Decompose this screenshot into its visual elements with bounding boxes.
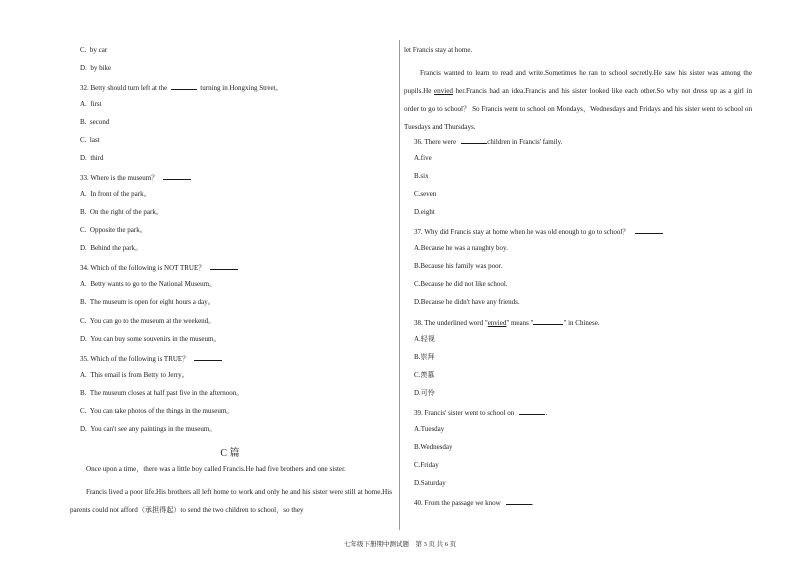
question-32: 32. Betty should turn left at the turning in Hongxing Street。	[80, 84, 283, 92]
q35-option-d: D. You can't see any paintings in the museum。	[80, 425, 217, 433]
q37-option-c: C.Because he did not like school.	[414, 280, 508, 288]
q32-option-b: B. second	[80, 118, 110, 126]
question-40: 40. From the passage we know .	[414, 499, 534, 507]
column-divider	[399, 40, 400, 530]
answer-blank	[533, 317, 563, 325]
q35-option-c: C. You can take photos of the things in the museum。	[80, 407, 234, 415]
q35-option-a: A. This email is from Betty to Jerry。	[80, 371, 189, 379]
q39-option-c: C.Friday	[414, 461, 439, 469]
passage-continuation: let Francis stay at home.	[404, 46, 473, 54]
q34-option-c: C. You can go to the museum at the weekend。	[80, 317, 216, 325]
q39-option-d: D.Saturday	[414, 479, 446, 487]
passage-paragraph-1: Once upon a time，there was a little boy called Francis.He had five brothers and one sister.	[86, 465, 346, 473]
q38-option-c: C.羡慕	[414, 371, 435, 379]
answer-blank	[210, 262, 238, 270]
q34-option-a: A. Betty wants to go to the National Museum。	[80, 280, 217, 288]
q36-option-d: D.eight	[414, 208, 435, 216]
question-35: 35. Which of the following is TRUE？	[80, 353, 222, 364]
q32-option-c: C. last	[80, 136, 100, 144]
q34-option-d: D. You can buy some souvenirs in the museum。	[80, 335, 221, 343]
answer-blank	[506, 497, 532, 505]
answer-blank	[461, 136, 487, 144]
underlined-word: envied	[433, 87, 453, 95]
q36-option-a: A.five	[414, 154, 432, 162]
passage-paragraph-3: Francis wanted to learn to read and write.Sometimes he ran to school secretly.He saw his sister was among the pupils.He envied her.Francis had an idea.Francis and his sister looked like each other.So why not dress up as a girl in order to go to school？ So Francis went to school on Mondays，Wednesdays and Fridays and his sister went to school on Tuesdays and Thursdays.	[404, 69, 752, 131]
q33-option-a: A. In front of the park。	[80, 190, 151, 198]
q39-option-b: B.Wednesday	[414, 443, 453, 451]
answer-blank	[635, 226, 663, 234]
q33-option-d: D. Behind the park。	[80, 244, 143, 252]
q33-option-b: B. On the right of the park。	[80, 208, 163, 216]
q37-option-a: A.Because he was a naughty boy.	[414, 244, 508, 252]
q39-option-a: A.Tuesday	[414, 425, 445, 433]
answer-blank	[171, 82, 197, 90]
q34-option-b: B. The museum is open for eight hours a day。	[80, 298, 215, 306]
question-38: 38. The underlined word "envied" means " " in Chinese.	[414, 319, 600, 327]
question-36: 36. There were children in Francis' family.	[414, 138, 563, 146]
answer-blank	[163, 172, 191, 180]
q32-option-a: A. first	[80, 100, 102, 108]
question-33: 33. Where is the museum？	[80, 172, 191, 183]
section-c-title: C 篇	[220, 448, 240, 459]
q31-option-c: C. by car	[80, 46, 108, 54]
q36-option-b: B.six	[414, 172, 429, 180]
q31-option-d: D. by bike	[80, 64, 112, 72]
q32-option-d: D. third	[80, 154, 104, 162]
q38-option-b: B.崇拜	[414, 353, 435, 361]
question-34: 34. Which of the following is NOT TRUE？	[80, 262, 238, 273]
q33-option-c: C. Opposite the park。	[80, 226, 147, 234]
answer-blank	[194, 353, 222, 361]
q37-option-b: B.Because his family was poor.	[414, 262, 503, 270]
question-37: 37. Why did Francis stay at home when he was old enough to go to school？	[414, 226, 663, 237]
q37-option-d: D.Because he didn't have any friends.	[414, 298, 520, 306]
q35-option-b: B. The museum closes at half past five in the afternoon。	[80, 389, 244, 397]
q38-option-d: D.可怜	[414, 389, 435, 397]
q36-option-c: C.seven	[414, 190, 437, 198]
question-39: 39. Francis' sister went to school on .	[414, 409, 548, 417]
page-footer: 七年级下册期中测试题 第 3 页 共 6 页	[343, 541, 457, 548]
q38-option-a: A.轻视	[414, 335, 435, 343]
answer-blank	[519, 407, 545, 415]
passage-paragraph-2: Francis lived a poor life.His brothers all left home to work and only he and his sister were still at home.His parents could not afford（承担得起）to send the two children to school，so they	[70, 488, 392, 514]
